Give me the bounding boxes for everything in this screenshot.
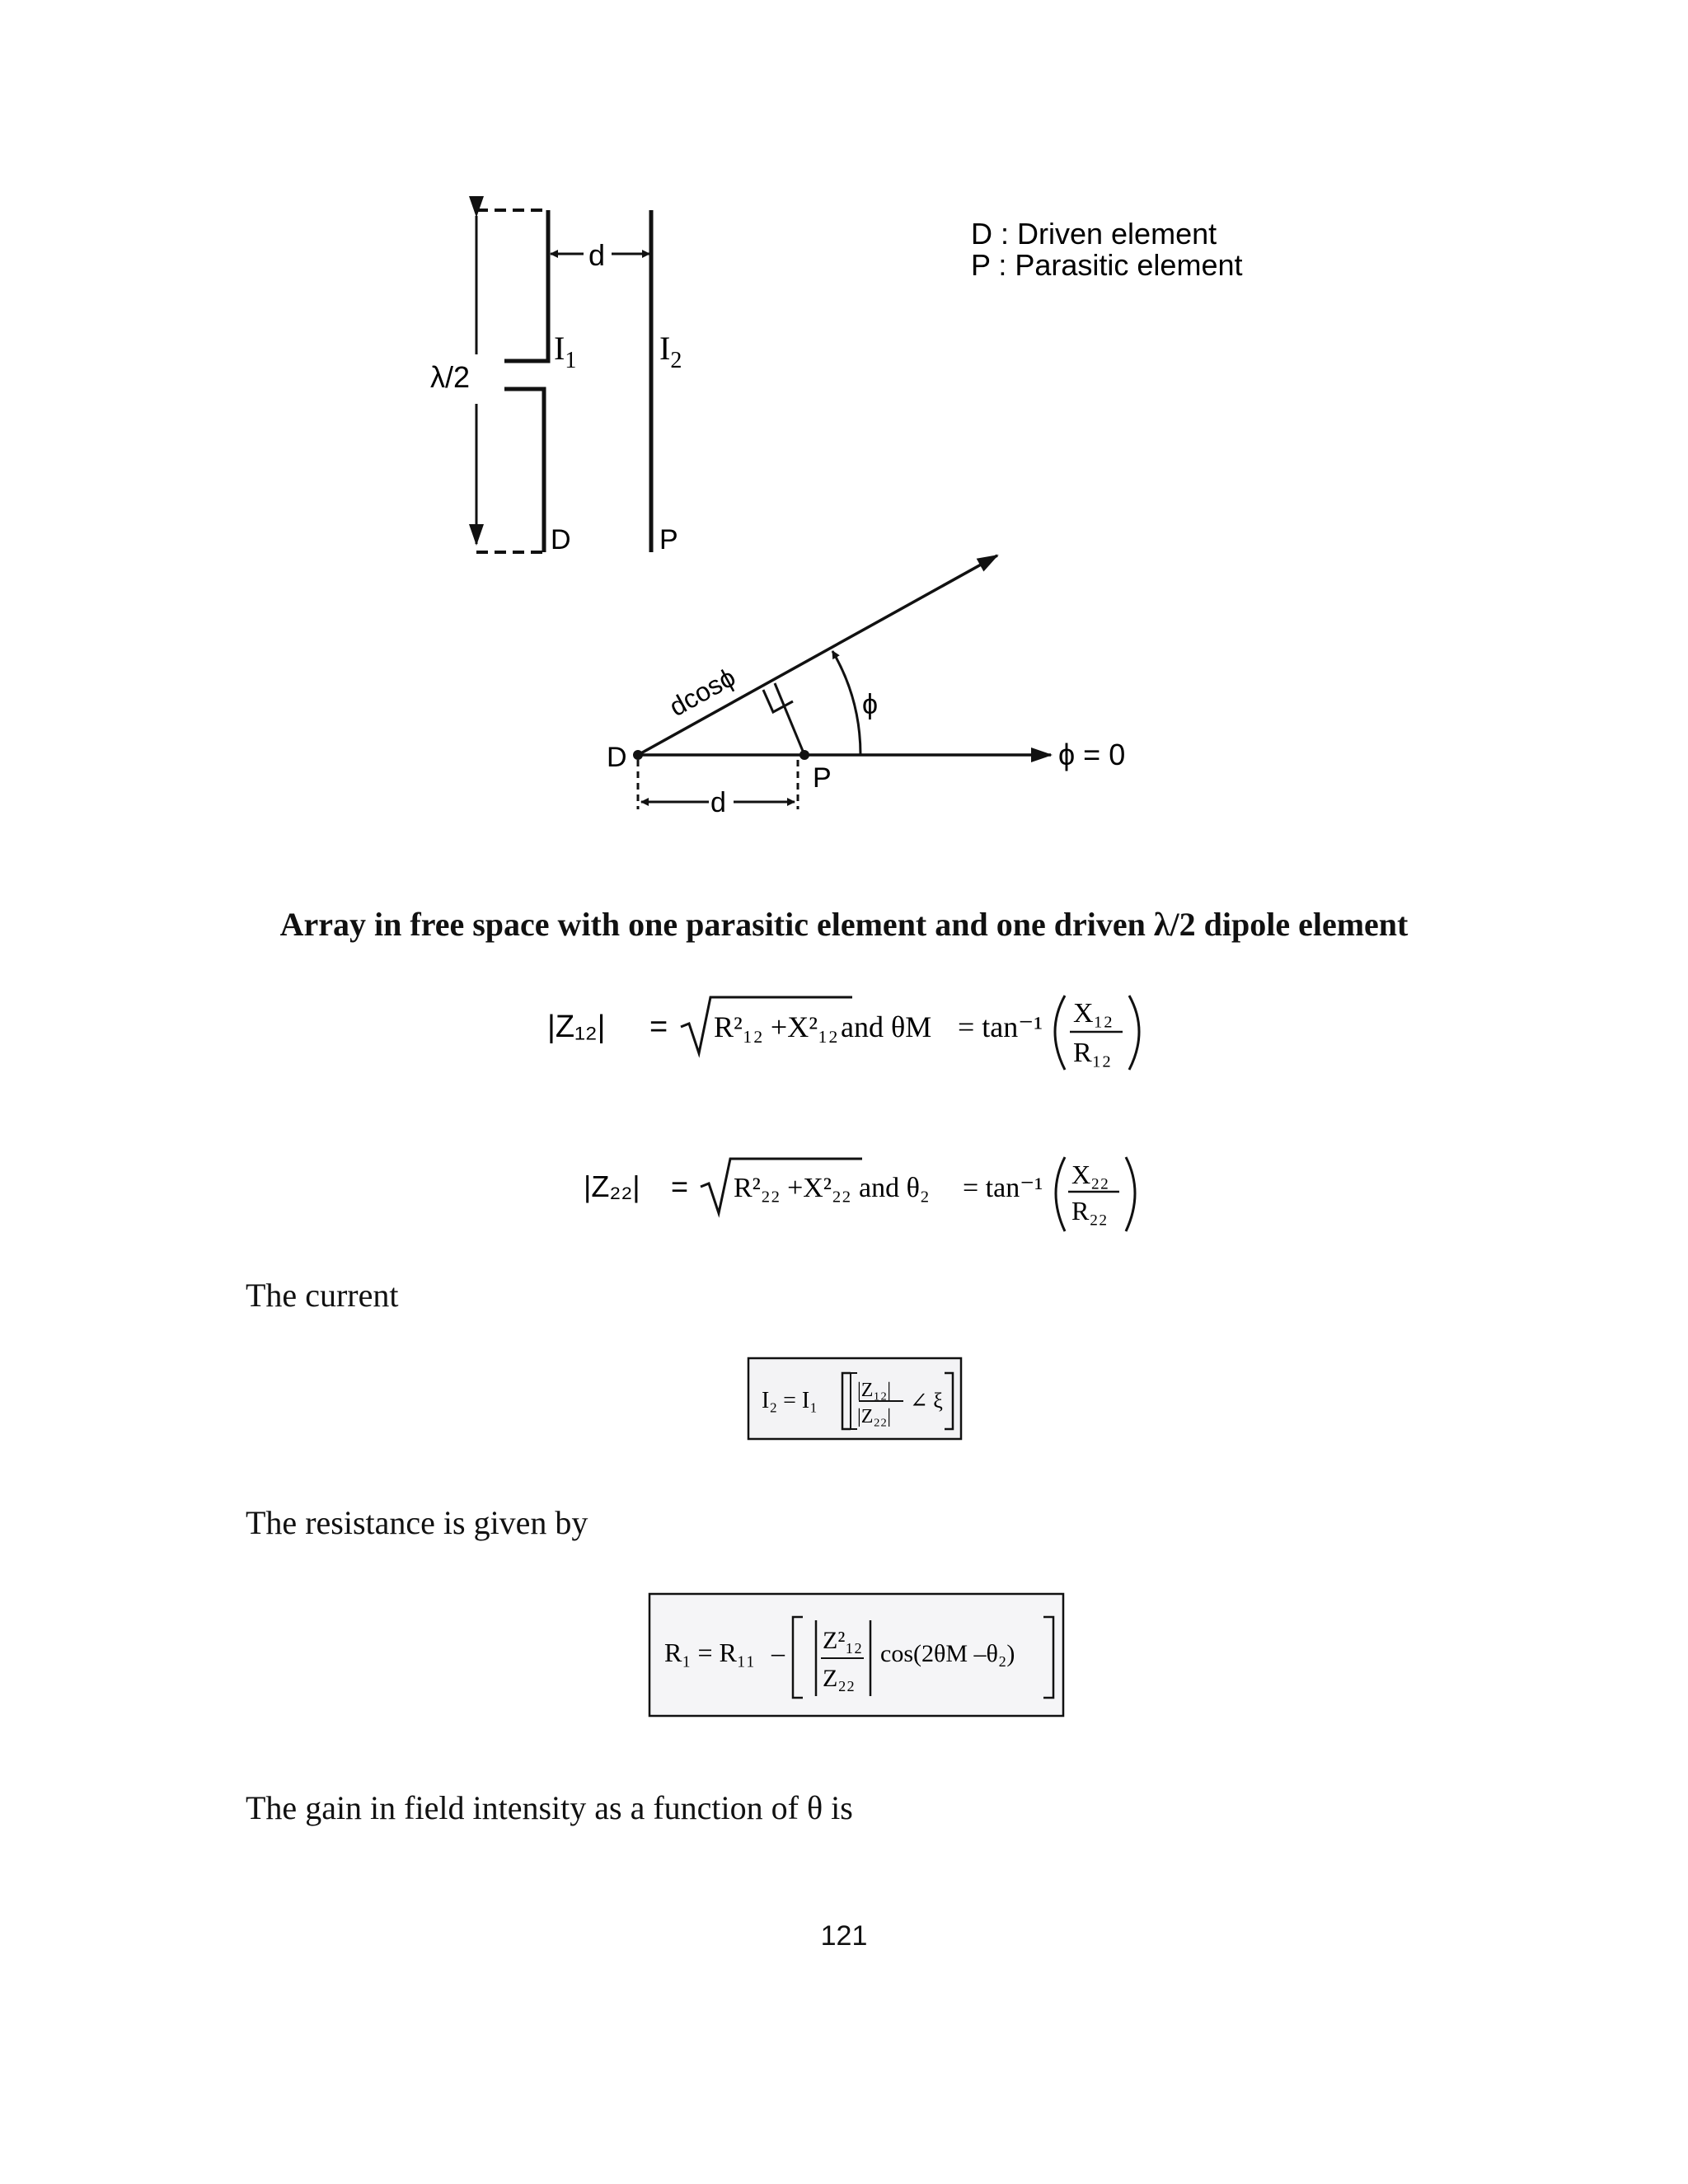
legend-parasitic: P : Parasitic element: [971, 248, 1243, 282]
eq2-denominator: R₂₂: [1071, 1196, 1108, 1226]
spacing-d-label: d: [588, 238, 606, 272]
driven-element-lower: [504, 389, 544, 552]
figure-caption: Array in free space with one parasitic element and one driven λ/2 dipole element: [279, 906, 1409, 943]
driven-element-upper: [504, 210, 548, 361]
eq1-denominator: R₁₂: [1073, 1038, 1112, 1068]
equation-current-i2: [747, 1357, 964, 1442]
driven-d-label: D: [551, 524, 571, 555]
eq1-and-theta: and θM: [841, 1010, 932, 1043]
eq1-equals: =: [649, 1010, 668, 1044]
eq4-minus: –: [771, 1638, 785, 1667]
eq3-lhs: I₂ = I₁: [762, 1388, 818, 1413]
current-i1-label: $I_1$: [554, 330, 577, 373]
half-wave-label: λ/2: [430, 360, 471, 394]
point-p: [799, 750, 809, 760]
eq2-lhs: |Z₂₂|: [584, 1169, 640, 1203]
geometry-d-label: D: [607, 742, 627, 773]
eq1-numerator: X₁₂: [1073, 998, 1114, 1029]
phi-angle-arc: [832, 651, 860, 755]
eq4-cos-term: cos(2θM –θ₂): [880, 1640, 1015, 1667]
legend-driven: D : Driven element: [971, 217, 1217, 251]
dcos-label: dcosϕ: [663, 662, 741, 723]
eq2-left-paren: [1056, 1157, 1065, 1231]
eq2-tan-inv: = tan⁻¹: [963, 1173, 1043, 1203]
eq1-right-paren: [1129, 996, 1139, 1070]
phi-zero-label: ϕ = 0: [1058, 738, 1126, 771]
eq1-radicand: R²₁₂ +X²₁₂: [714, 1010, 839, 1043]
eq1-tan-inv: = tan⁻¹: [958, 1010, 1043, 1043]
equation-resistance-r1: [648, 1592, 1067, 1719]
geometry-p-label: P: [813, 762, 832, 794]
antenna-array-figure: [0, 0, 1688, 874]
eq2-and-theta: and θ₂: [859, 1173, 930, 1203]
eq2-numerator: X₂₂: [1071, 1160, 1109, 1189]
dipole-diagram: [476, 210, 651, 552]
eq2-radicand: R²₂₂ +X²₂₂: [734, 1173, 851, 1203]
eq3-denominator: |Z₂₂|: [857, 1406, 892, 1427]
equation-z12: [528, 986, 1154, 1085]
paragraph-resistance: The resistance is given by: [246, 1504, 588, 1541]
current-i2-label: $I_2$: [659, 330, 682, 373]
parasitic-p-label: P: [659, 524, 678, 555]
eq4-denominator: Z₂₂: [823, 1665, 856, 1692]
eq1-left-paren: [1055, 996, 1065, 1070]
paragraph-current: The current: [246, 1277, 399, 1314]
eq2-equals: =: [671, 1169, 689, 1203]
eq4-numerator: Z²₁₂: [823, 1627, 863, 1654]
eq3-angle: ∠ ξ: [910, 1389, 943, 1413]
eq2-right-paren: [1126, 1157, 1135, 1231]
projection-line: [775, 683, 804, 755]
geometry-d2-label: d: [710, 787, 726, 818]
paragraph-gain: The gain in field intensity as a function of θ is: [246, 1789, 853, 1826]
direction-arrow: [638, 555, 997, 755]
eq3-numerator: |Z₁₂|: [857, 1380, 892, 1401]
equation-z22: [565, 1147, 1159, 1246]
point-d: [633, 750, 643, 760]
eq1-lhs: |Z₁₂|: [547, 1010, 606, 1044]
phi-label: ϕ: [862, 689, 879, 720]
page-number: 121: [820, 1920, 868, 1952]
eq4-lhs: R₁ = R₁₁: [664, 1638, 756, 1667]
